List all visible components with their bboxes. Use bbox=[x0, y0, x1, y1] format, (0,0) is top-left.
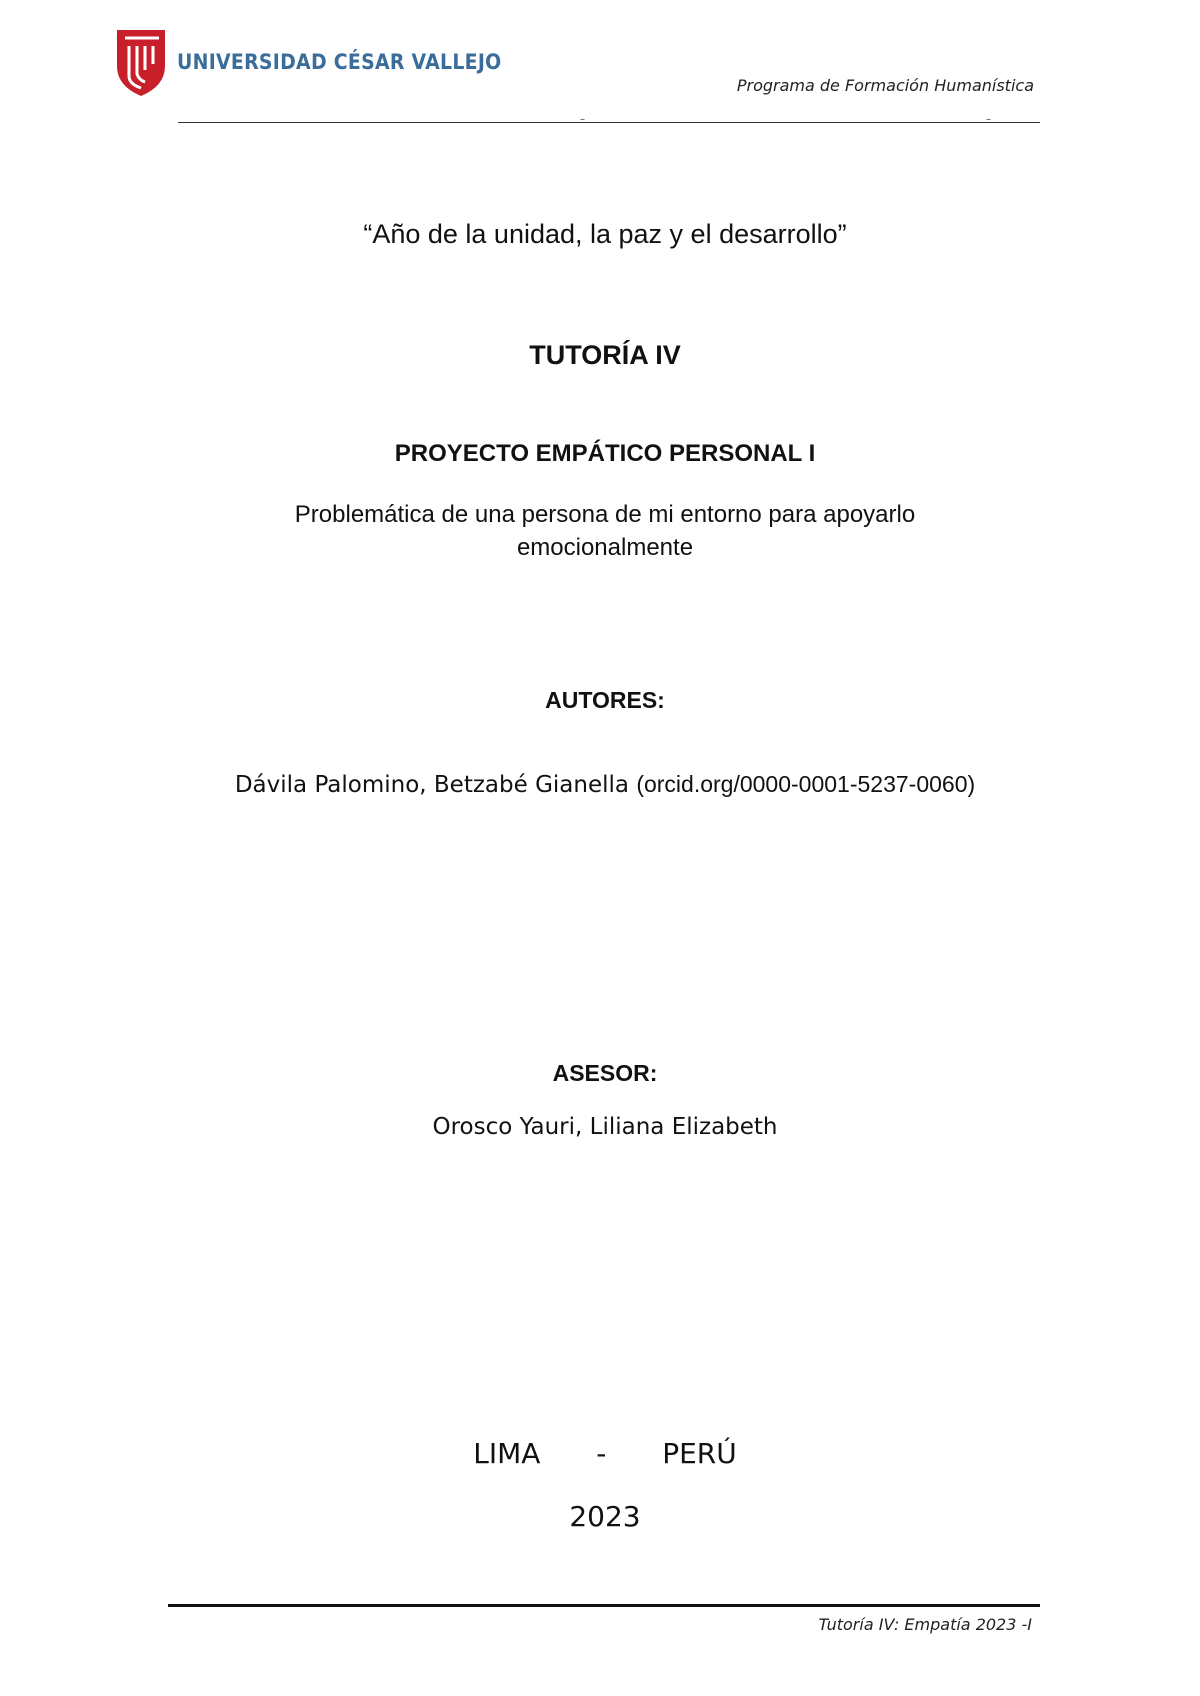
project-title bbox=[0, 440, 1200, 468]
footer-divider bbox=[168, 1604, 1040, 1607]
header-program: Programa de Formación Humanística bbox=[736, 76, 1034, 95]
project-title-text: PROYECTO EMPÁTICO PERSONAL I bbox=[394, 440, 816, 467]
motto: “Año de la unidad, la paz y el desarrollo” bbox=[363, 219, 847, 249]
country: PERÚ bbox=[662, 1437, 737, 1470]
course-title: TUTORÍA IV bbox=[529, 340, 681, 370]
university-logo bbox=[115, 26, 502, 100]
university-name: UNIVERSIDAD CÉSAR VALLEJO bbox=[177, 50, 502, 74]
authors-label: AUTORES: bbox=[545, 687, 665, 713]
location-separator: - bbox=[596, 1437, 607, 1470]
footer-text: Tutoría IV: Empatía 2023 -I bbox=[818, 1615, 1032, 1634]
problem-line-1: Problemática de una persona de mi entorno para apoyarlo bbox=[294, 501, 916, 528]
location bbox=[0, 1437, 1200, 1470]
city: LIMA bbox=[473, 1437, 541, 1470]
advisor-name: Orosco Yauri, Liliana Elizabeth bbox=[432, 1114, 778, 1140]
problem-statement bbox=[215, 498, 995, 564]
header-divider: – – bbox=[178, 122, 1040, 123]
year: 2023 bbox=[569, 1500, 641, 1533]
author-orcid: (orcid.org/0000-0001-5237-0060) bbox=[636, 771, 976, 797]
author-name: Dávila Palomino, Betzabé Gianella bbox=[234, 772, 637, 798]
university-shield-icon bbox=[115, 26, 171, 100]
author-entry bbox=[215, 769, 995, 800]
problem-line-2: emocionalmente bbox=[516, 534, 694, 561]
advisor-label: ASESOR: bbox=[552, 1060, 658, 1086]
